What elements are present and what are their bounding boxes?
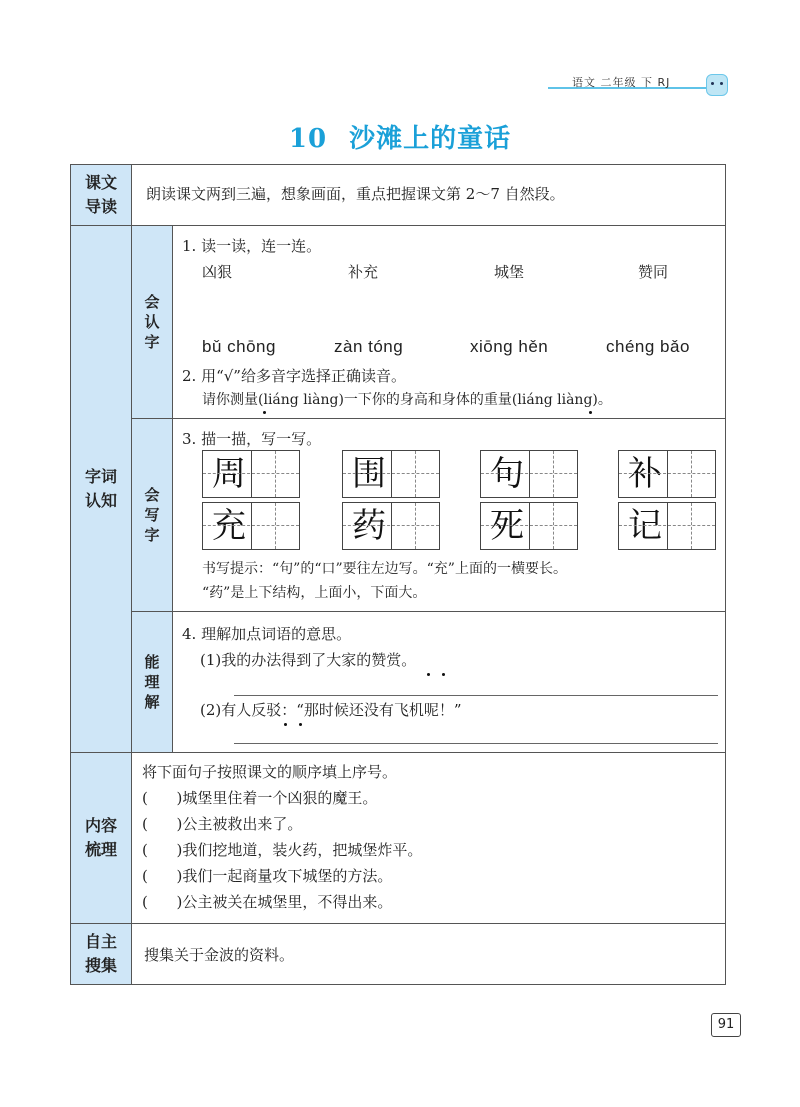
- page-number: 91: [711, 1013, 741, 1037]
- writing-grid[interactable]: 充: [202, 502, 300, 550]
- q2-text: 2. 用“√”给多音字选择正确读音。: [182, 367, 406, 385]
- label-understand: 能 理 解: [132, 612, 173, 753]
- q3-text: 3. 描一描，写一写。: [182, 430, 322, 448]
- q2-sentence: 请你测量(liáng liàng)一下你的身高和身体的重量(liáng liàng)。: [202, 392, 612, 408]
- emphasis-dot: [299, 723, 302, 726]
- emphasis-dot: [263, 411, 266, 414]
- lesson-number: 10: [288, 124, 328, 154]
- order-item[interactable]: ( )公主被关在城堡里，不得出来。: [142, 893, 393, 911]
- answer-line[interactable]: [234, 695, 718, 696]
- emphasis-dot: [442, 673, 445, 676]
- header-text: 语文 二年级 下 RJ: [572, 76, 671, 89]
- writing-grid[interactable]: 补: [618, 450, 716, 498]
- label-self-study: 自主 搜集: [71, 924, 132, 985]
- pinyin-item: chéng bǎo: [606, 337, 690, 356]
- content-intro: 将下面句子按照课文的顺序填上序号。: [142, 763, 398, 781]
- understand-section: [173, 612, 726, 753]
- self-study-content: 搜集关于金波的资料。: [132, 924, 726, 985]
- page-title: [0, 118, 800, 155]
- order-item[interactable]: ( )公主被救出来了。: [142, 815, 303, 833]
- emphasis-dot: [589, 411, 592, 414]
- writing-grid[interactable]: 记: [618, 502, 716, 550]
- writing-grid[interactable]: 围: [342, 450, 440, 498]
- writing-grid[interactable]: 死: [480, 502, 578, 550]
- q1-text: 1. 读一读，连一连。: [182, 237, 322, 255]
- label-write: 会 写 字: [132, 419, 173, 612]
- word-item: 补充: [348, 263, 379, 281]
- label-content: 内容 梳理: [71, 753, 132, 924]
- sentence-2: (2)有人反驳：“那时候还没有飞机呢！”: [200, 701, 462, 719]
- bear-mascot-icon: [706, 74, 728, 96]
- emphasis-dot: [284, 723, 287, 726]
- order-item[interactable]: ( )我们一起商量攻下城堡的方法。: [142, 867, 393, 885]
- label-words: 字词 认知: [71, 226, 132, 753]
- label-recognize: 会 认 字: [132, 226, 173, 419]
- order-item[interactable]: ( )城堡里住着一个凶狠的魔王。: [142, 789, 378, 807]
- emphasis-dot: [427, 673, 430, 676]
- q4-text: 4. 理解加点词语的意思。: [182, 625, 352, 643]
- writing-grid[interactable]: 句: [480, 450, 578, 498]
- pinyin-item: bǔ chōng: [202, 337, 276, 356]
- preview-content: 朗读课文两到三遍，想象画面，重点把握课文第 2～7 自然段。: [132, 165, 726, 226]
- recognize-section: [173, 226, 726, 419]
- writing-hint: 书写提示：“句”的“口”要往左边写。“充”上面的一横要长。: [202, 561, 567, 577]
- sentence-1: (1)我的办法得到了大家的赞赏。: [200, 651, 417, 669]
- answer-line[interactable]: [234, 743, 718, 744]
- word-item: 赞同: [638, 263, 669, 281]
- content-section: [132, 753, 726, 924]
- writing-grid[interactable]: 周: [202, 450, 300, 498]
- writing-hint: “药”是上下结构，上面小，下面大。: [202, 585, 427, 601]
- pinyin-item: xiōng hěn: [470, 337, 549, 356]
- writing-grid[interactable]: 药: [342, 502, 440, 550]
- word-item: 城堡: [494, 263, 525, 281]
- lesson-title: 沙滩上的童话: [349, 124, 512, 154]
- order-item[interactable]: ( )我们挖地道，装火药，把城堡炸平。: [142, 841, 423, 859]
- worksheet-table: [70, 164, 726, 985]
- pinyin-item: zàn tóng: [334, 337, 404, 356]
- write-section: [173, 419, 726, 612]
- word-item: 凶狠: [202, 263, 233, 281]
- label-preview: 课文 导读: [71, 165, 132, 226]
